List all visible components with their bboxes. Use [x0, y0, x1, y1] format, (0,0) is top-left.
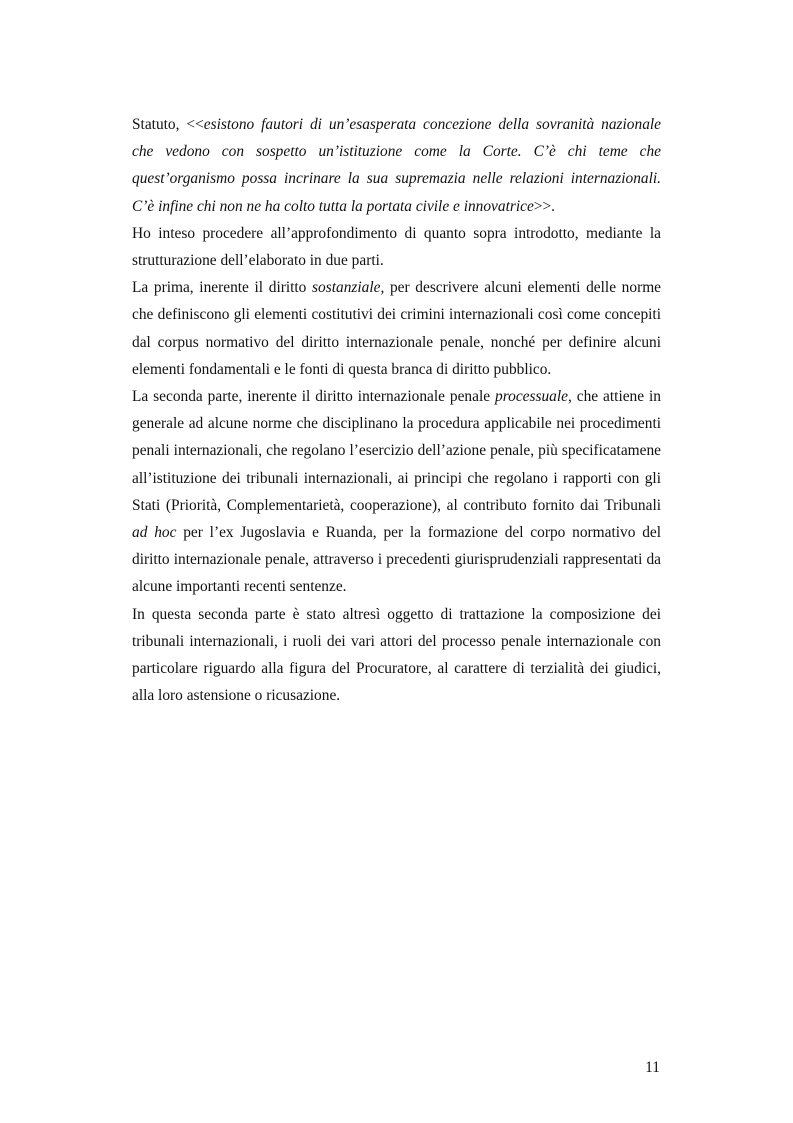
text-segment: Ho inteso procedere all’approfondimento di quanto sopra introdotto, mediante la strutturazione dell’elaborato in due parti. [132, 224, 661, 270]
text-segment: >>. [533, 197, 555, 215]
text-segment: In questa seconda parte è stato altresì oggetto di trattazione la composizione dei tribunali internazionali, i ruoli dei vari attori del processo penale internazionale con particolare riguardo alla figura del Procuratore, al carattere di terzialità dei giudici, alla loro astensione o ricusazione. [132, 605, 661, 705]
text-segment: Statuto, << [132, 116, 204, 133]
text-segment: La seconda parte, inerente il diritto internazionale penale [132, 388, 496, 406]
text-segment: per l’ex Jugoslavia e Ruanda, per la formazione del corpo normativo del diritto internazionale penale, attraverso i precedenti giurisprudenziali rappresentati da alcune importanti recenti sentenze. [132, 524, 661, 596]
text-segment: , che attiene in generale ad alcune norme che disciplinano la procedura applicabile nei procedimenti penali internazionali, che regolano l’esercizio dell’azione penale, più specificatamene all’istituzione dei tribunali internazionali, ai principi che regolano i rapporti con gli Stati (Priorità, Complementarietà, cooperazione), al contributo fornito dai Tribunali [132, 388, 661, 514]
italic-term: ad hoc [132, 524, 177, 542]
italic-quote: esistono fautori di un’esasperata concezione della sovranità nazionale che vedono con sospetto un’istituzione come la Corte. C’è chi teme che quest’organismo possa incrinare la sua supremazia nelle relazioni internazionali. C’è infine chi non ne ha colto tutta la portata civile e innovatrice [132, 116, 661, 215]
paragraph-first-part [132, 274, 661, 383]
paragraph-intro [132, 220, 661, 274]
italic-term: processuale [495, 388, 568, 406]
paragraph-composition [132, 601, 661, 710]
text-segment: per descrivere alcuni elementi delle norme che definiscono gli elementi costitutivi dei crimini internazionali così come concepiti dal corpus normativo del diritto internazionale penale, nonché per definire alcuni elementi fondamentali e le fonti di questa branca di diritto pubblico. [132, 279, 662, 378]
italic-term: sostanziale, [312, 279, 385, 297]
page-number: 11 [645, 1059, 660, 1076]
paragraph-statuto-quote [132, 111, 661, 220]
body-text [132, 111, 661, 709]
text-segment: La prima, inerente il diritto [132, 279, 313, 297]
paragraph-second-part [132, 383, 661, 601]
